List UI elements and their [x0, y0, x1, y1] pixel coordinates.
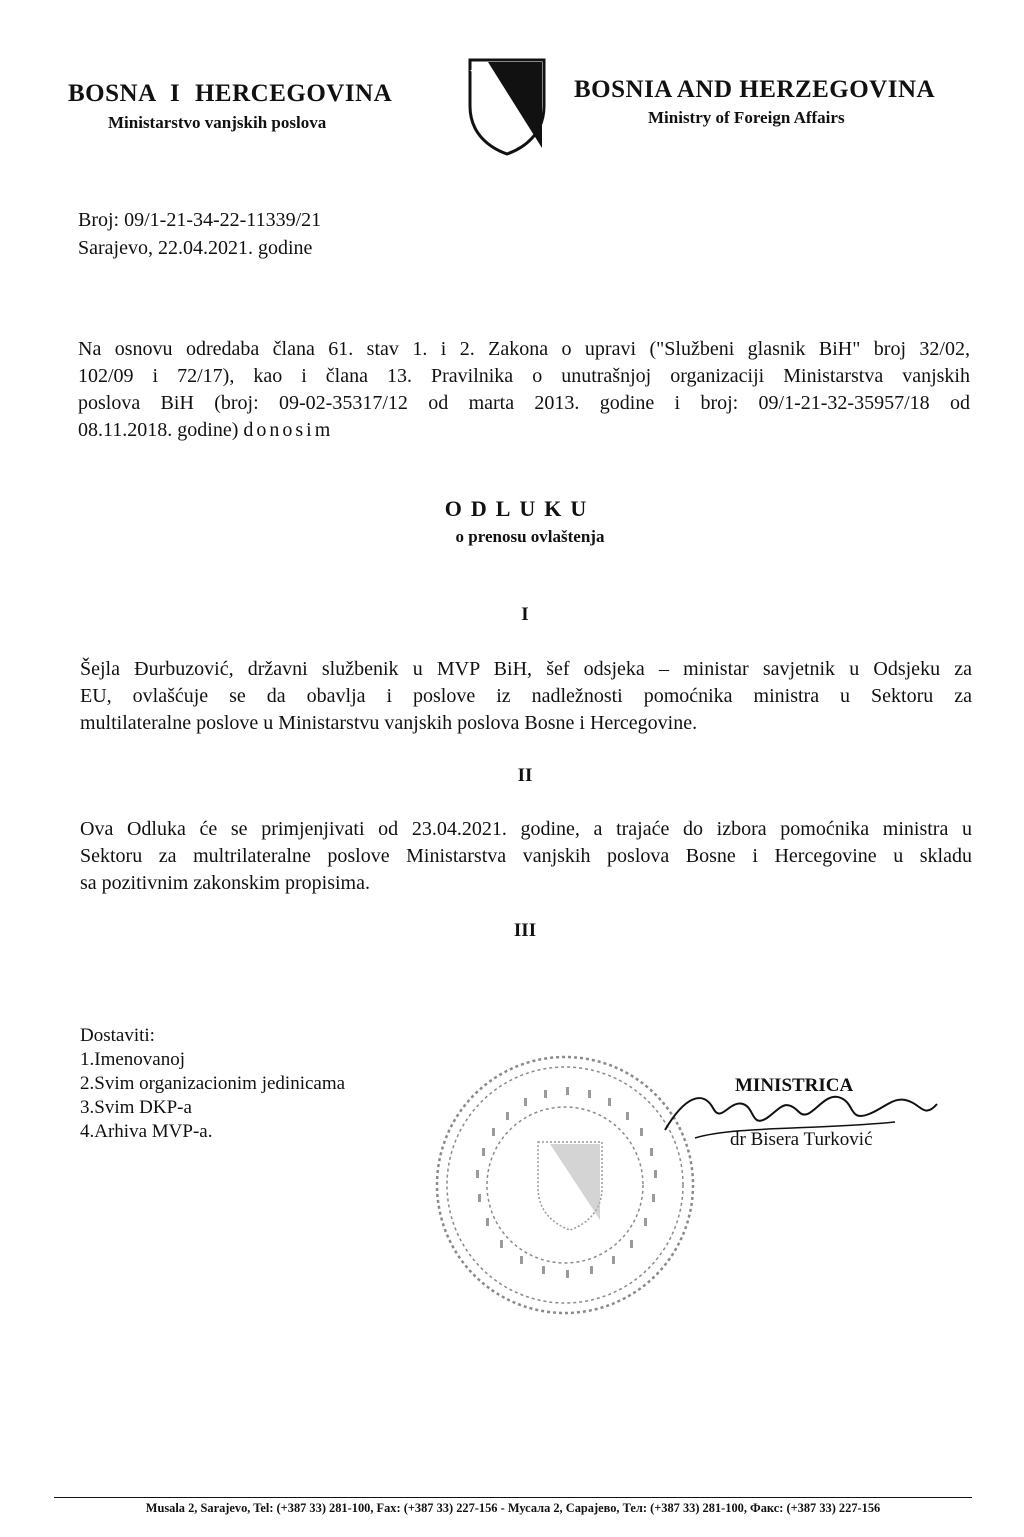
article-line: Sektoru za multrilateralne poslove Ministarstva vanjskih poslova Bosne i Hercegovine u skladu — [80, 845, 972, 867]
distribution-heading: Dostaviti: — [80, 1025, 155, 1046]
intro-line-text: 08.11.2018. godine) — [78, 419, 239, 441]
distribution-item: 1.Imenovanoj — [80, 1049, 186, 1070]
article-number: III — [513, 920, 537, 941]
intro-line — [78, 418, 970, 445]
article-line: Šejla Đurbuzović, državni službenik u MVP BiH, šef odsjeka – ministar savjetnik u Odsjeku za — [80, 658, 972, 680]
signatory-name: dr Bisera Turković — [730, 1129, 873, 1150]
article-number: II — [517, 765, 533, 786]
article-line: Ova Odluka će se primjenjivati od 23.04.2021. godine, a trajaće do izbora pomoćnika ministra u — [80, 818, 972, 840]
intro-paragraph — [78, 337, 970, 445]
distribution-list — [80, 1024, 440, 1144]
article-line: sa pozitivnim zakonskim propisima. — [80, 872, 370, 894]
letterhead-left-subtitle: Ministarstvo vanjskih poslova — [108, 113, 327, 132]
letterhead-right-title: BOSNIA AND HERZEGOVINA — [574, 76, 936, 103]
letterhead-left-title: BOSNA I HERCEGOVINA — [68, 80, 393, 107]
footer-contact: Musala 2, Sarajevo, Tel: (+387 33) 281-100, Fax: (+387 33) 227-156 - Мусала 2, Сарајево, Тел: (+387 33) 281-100, Факс: (+387 33) 227-156 — [145, 1501, 881, 1515]
article-1-paragraph — [80, 657, 972, 738]
reference-block — [78, 208, 478, 264]
coat-of-arms-icon — [466, 56, 548, 156]
reference-place-date: Sarajevo, 22.04.2021. godine — [78, 237, 313, 259]
intro-line: Na osnovu odredaba člana 61. stav 1. i 2. Zakona o upravi ("Službeni glasnik BiH" broj 32/02, — [78, 338, 970, 360]
letterhead-right-subtitle: Ministry of Foreign Affairs — [648, 108, 845, 127]
intro-line: poslova BiH (broj: 09-02-35317/12 od marta 2013. godine i broj: 09/1-21-32-35957/18 od — [78, 392, 970, 414]
intro-spaced-word: donosim — [243, 419, 334, 441]
article-2-paragraph — [80, 817, 972, 898]
footer-divider — [54, 1497, 972, 1498]
distribution-item: 3.Svim DKP-a — [80, 1097, 192, 1118]
distribution-item: 2.Svim organizacionim jedinicama — [80, 1073, 346, 1094]
decision-subtitle: o prenosu ovlaštenja — [455, 527, 605, 546]
article-line: EU, ovlašćuje se da obavlja i poslove iz nadležnosti pomoćnika ministra u Sektoru za — [80, 685, 972, 707]
distribution-item: 4.Arhiva MVP-a. — [80, 1121, 213, 1142]
signatory-title: MINISTRICA — [735, 1075, 854, 1096]
intro-line: 102/09 i 72/17), kao i člana 13. Pravilnika o unutrašnjoj organizaciji Ministarstva vanjskih — [78, 365, 970, 387]
article-number: I — [521, 604, 529, 625]
reference-number: Broj: 09/1-21-34-22-11339/21 — [78, 209, 322, 231]
decision-title: ODLUKU — [444, 496, 596, 521]
article-line: multilateralne poslove u Ministarstvu vanjskih poslova Bosne i Hercegovine. — [80, 712, 698, 734]
